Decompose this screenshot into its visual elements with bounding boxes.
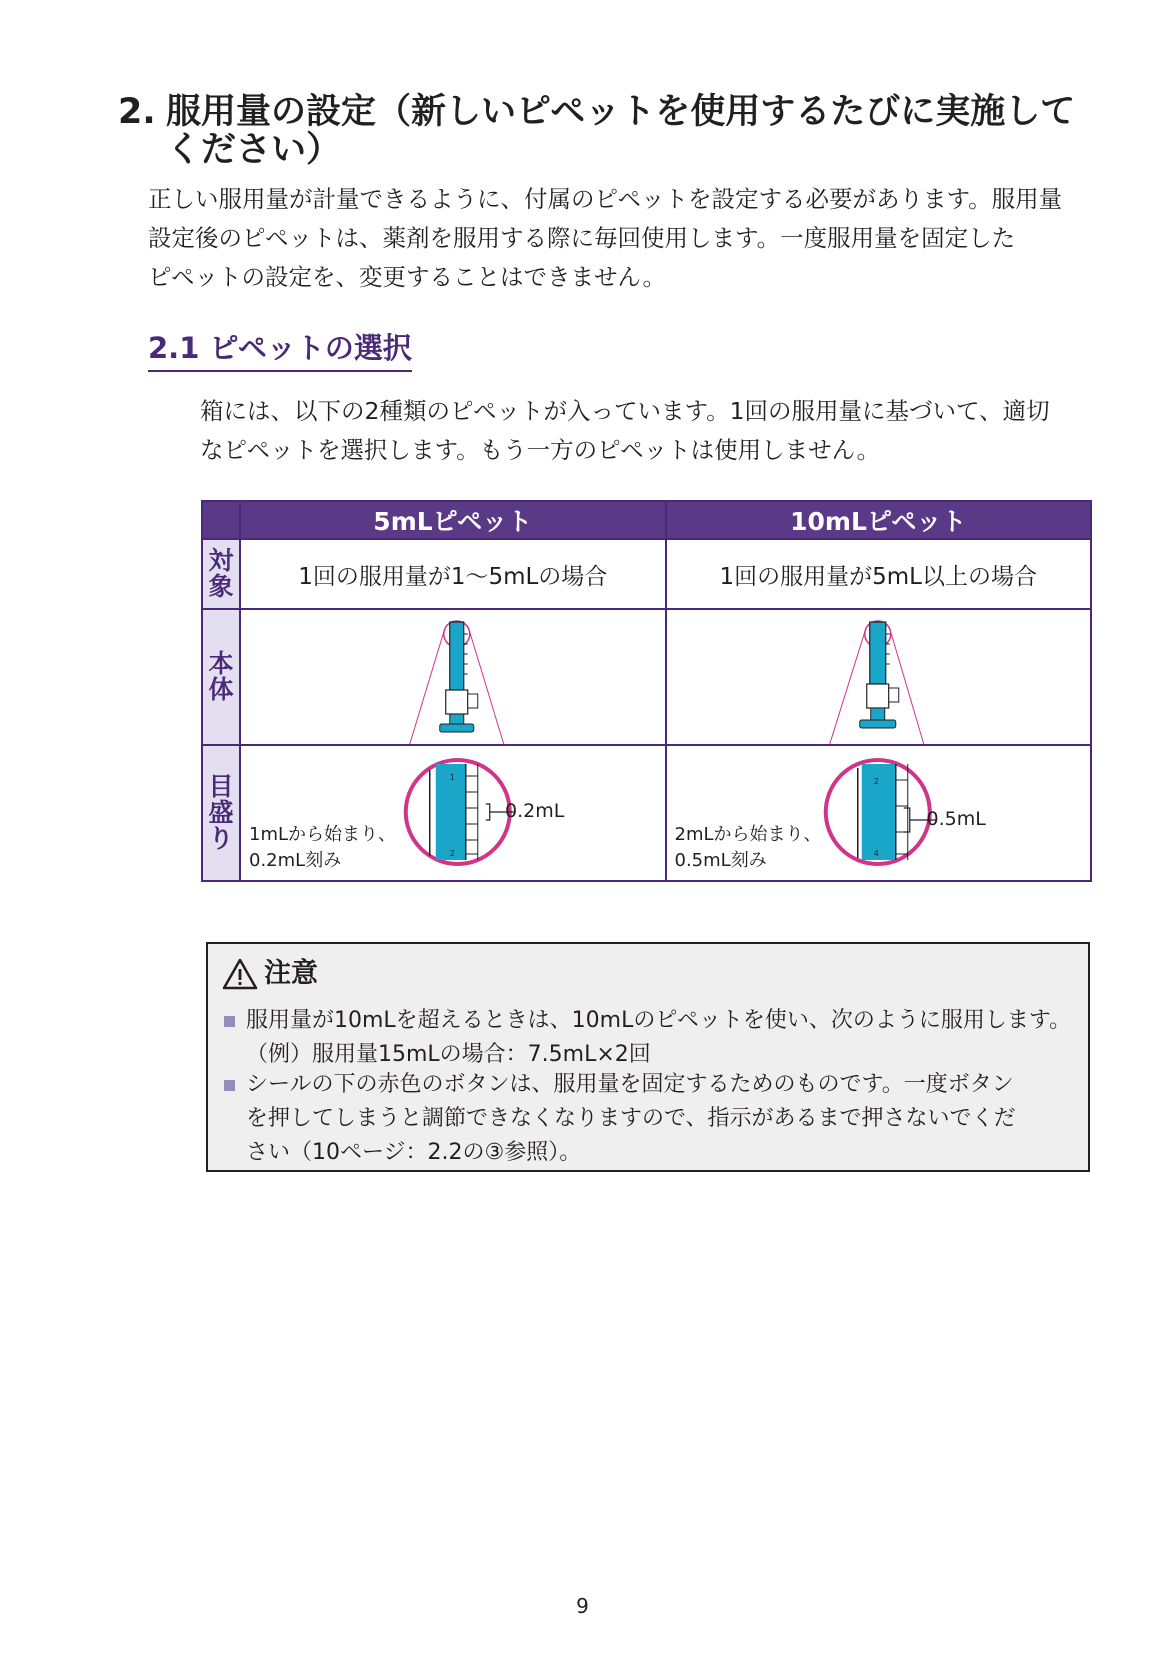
bullet-icon <box>224 1080 235 1091</box>
heading-number: 2. <box>118 92 156 132</box>
intro-paragraph <box>148 180 1088 297</box>
heading-line-1: 服用量の設定（新しいピペットを使用するたびに実施して <box>166 92 1076 132</box>
intro-line: ピペットの設定を、変更することはできません。 <box>148 263 666 291</box>
page-number: 9 <box>576 1594 589 1618</box>
svg-text:4: 4 <box>873 849 879 858</box>
scale-5ml <box>240 745 666 881</box>
caution-box <box>206 942 1090 1172</box>
pipette-10ml-icon <box>667 610 1091 744</box>
column-header-10ml: 10mLピペット <box>666 501 1092 539</box>
svg-text:2: 2 <box>873 777 879 786</box>
bullet-icon <box>224 1016 235 1027</box>
scale-desc-5ml: 1mLから始まり、 0.2mL刻み <box>249 824 397 871</box>
pipette-10ml-illustration <box>666 609 1092 745</box>
pipette-table <box>201 500 1092 882</box>
scale-desc-10ml: 2mLから始まり、 0.5mL刻み <box>674 824 822 871</box>
svg-text:1: 1 <box>449 773 455 782</box>
column-header-5ml: 5mLピペット <box>240 501 666 539</box>
intro-line: 正しい服用量が計量できるように、付属のピペットを設定する必要があります。服用量 <box>148 185 1063 213</box>
subsection-line: なピペットを選択します。もう一方のピペットは使用しません。 <box>200 436 881 464</box>
target-5ml: 1回の服用量が1～5mLの場合 <box>240 539 666 609</box>
subsection-paragraph <box>200 392 1090 470</box>
pipette-5ml-illustration <box>240 609 666 745</box>
table-corner <box>202 501 240 539</box>
warning-icon <box>222 958 258 990</box>
row-label-body: 本 体 <box>202 609 240 745</box>
caution-title <box>222 956 318 992</box>
row-label-target: 対 象 <box>202 539 240 609</box>
scale-unit-10ml: 0.5mL <box>926 808 986 830</box>
scale-10ml <box>666 745 1092 881</box>
target-10ml: 1回の服用量が5mL以上の場合 <box>666 539 1092 609</box>
caution-title-text: 注意 <box>264 958 318 989</box>
subsection-title: 2.1 ピペットの選択 <box>148 330 412 372</box>
row-label-scale: 目 盛 り <box>202 745 240 881</box>
subsection-line: 箱には、以下の2種類のピペットが入っています。1回の服用量に基づいて、適切 <box>200 397 1050 425</box>
pipette-5ml-icon <box>241 610 665 744</box>
scale-unit-5ml: 0.2mL <box>505 800 565 822</box>
heading-line-2: ください） <box>166 130 342 170</box>
svg-text:2: 2 <box>449 849 455 858</box>
caution-item-1: 服用量が10mLを超えるときは、10mLのピペットを使い、次のように服用します。 （例）服用量15mLの場合：7.5mL×2回 <box>246 1008 1072 1067</box>
intro-line: 設定後のピペットは、薬剤を服用する際に毎回使用します。一度服用量を固定した <box>148 224 1016 252</box>
caution-item-2: シールの下の赤色のボタンは、服用量を固定するためのものです。一度ボタン を押してしまうと調節できなくなりますので、指示があるまで押さないでくだ さい（10ページ：2.2の③参照）。 <box>246 1072 1016 1165</box>
